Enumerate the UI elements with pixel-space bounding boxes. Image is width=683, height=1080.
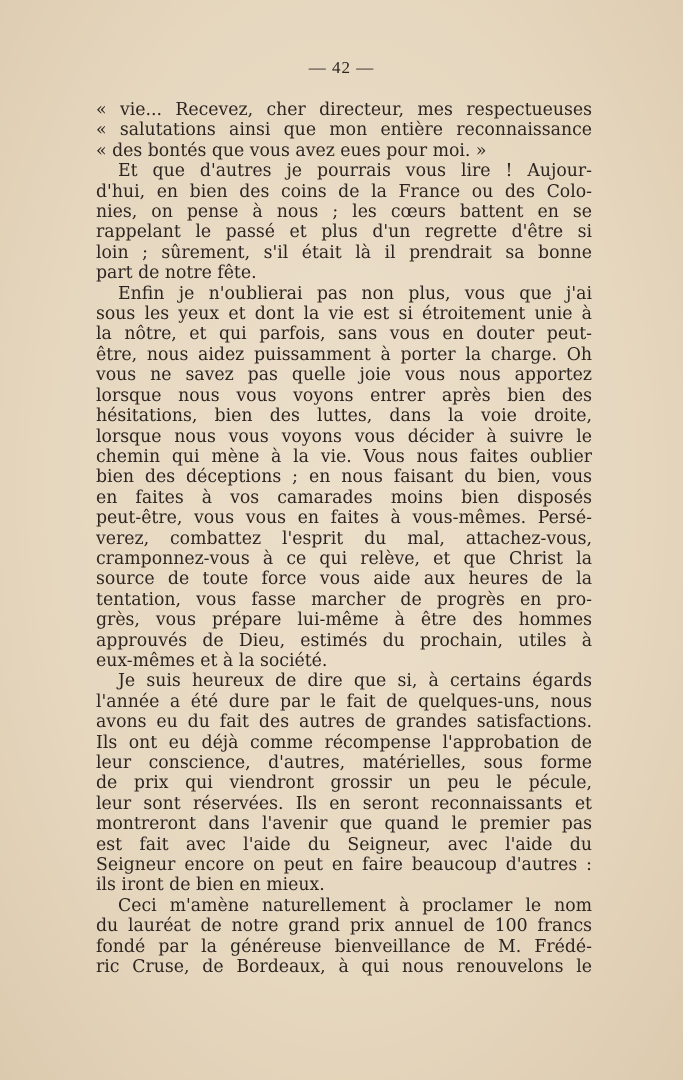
body-text — [96, 100, 592, 977]
text-line: cramponnez-vous à ce qui relève, et que Christ la — [96, 548, 592, 569]
text-line: Je suis heureux de dire que si, à certains égards — [118, 671, 592, 692]
text-line: montreront dans l'avenir que quand le premier pas — [96, 814, 592, 835]
text-line: rappelant le passé et plus d'un regrette d'être si — [96, 222, 592, 243]
text-line: l'année a été dure par le fait de quelques-uns, nous — [96, 691, 592, 712]
text-line: fondé par la généreuse bienveillance de M. Frédé- — [96, 936, 592, 957]
text-line: de prix qui viendront grossir un peu le pécule, — [96, 773, 592, 794]
text-line: source de toute force vous aide aux heures de la — [96, 569, 592, 590]
text-line: bien des déceptions ; en nous faisant du bien, vous — [96, 467, 592, 488]
text-line: chemin qui mène à la vie. Vous nous faites oublier — [96, 446, 592, 467]
text-line: grès, vous prépare lui-même à être des hommes — [96, 610, 592, 631]
text-line: nies, on pense à nous ; les cœurs battent en se — [96, 202, 592, 223]
text-line: Ils ont eu déjà comme récompense l'approbation de — [96, 732, 592, 753]
text-line: leur sont réservées. Ils en seront reconnaissants et — [96, 793, 592, 814]
text-line: hésitations, bien des luttes, dans la voie droite, — [96, 406, 592, 427]
text-line: « des bontés que vous avez eues pour moi. » — [96, 140, 487, 161]
text-line: en faites à vos camarades moins bien disposés — [96, 487, 592, 508]
text-line: Et que d'autres je pourrais vous lire ! Aujour- — [118, 161, 592, 182]
text-line: peut-être, vous vous en faites à vous-mêmes. Persé- — [96, 508, 592, 529]
text-line: Enfin je n'oublierai pas non plus, vous que j'ai — [118, 283, 592, 304]
text-line: lorsque nous vous voyons vous décider à suivre le — [96, 426, 592, 447]
text-line: Seigneur encore on peut en faire beaucoup d'autres : — [96, 855, 592, 876]
text-line: vous ne savez pas quelle joie vous nous apportez — [96, 365, 592, 386]
text-line: ils iront de bien en mieux. — [96, 875, 325, 896]
text-line: avons eu du fait des autres de grandes satisfactions. — [96, 712, 592, 733]
text-line: être, nous aidez puissamment à porter la charge. Oh — [96, 344, 592, 365]
text-line: « salutations ainsi que mon entière reconnaissance — [96, 120, 592, 141]
text-line: d'hui, en bien des coins de la France ou des Colo- — [96, 181, 592, 202]
text-line: ric Cruse, de Bordeaux, à qui nous renouvelons le — [96, 957, 592, 978]
text-line: eux-mêmes et à la société. — [96, 650, 328, 671]
text-line: tentation, vous fasse marcher de progrès en pro- — [96, 589, 592, 610]
text-line: sous les yeux et dont la vie est si étroitement unie à — [96, 304, 592, 325]
text-line: la nôtre, et qui parfois, sans vous en douter peut- — [96, 324, 592, 345]
text-line: du lauréat de notre grand prix annuel de 100 francs — [96, 916, 592, 937]
text-line: loin ; sûrement, s'il était là il prendrait sa bonne — [96, 242, 592, 263]
text-line: Ceci m'amène naturellement à proclamer le nom — [118, 895, 592, 916]
text-line: « vie... Recevez, cher directeur, mes respectueuses — [96, 100, 592, 120]
text-line: verez, combattez l'esprit du mal, attachez-vous, — [96, 528, 592, 549]
text-line: part de notre fête. — [96, 263, 257, 284]
page-number: — 42 — — [308, 58, 375, 77]
text-line: leur conscience, d'autres, matérielles, sous forme — [96, 753, 592, 773]
text-line: est fait avec l'aide du Seigneur, avec l'aide du — [96, 834, 592, 855]
text-line: lorsque nous vous voyons entrer après bien des — [96, 385, 592, 406]
text-line: approuvés de Dieu, estimés du prochain, utiles à — [96, 630, 592, 651]
